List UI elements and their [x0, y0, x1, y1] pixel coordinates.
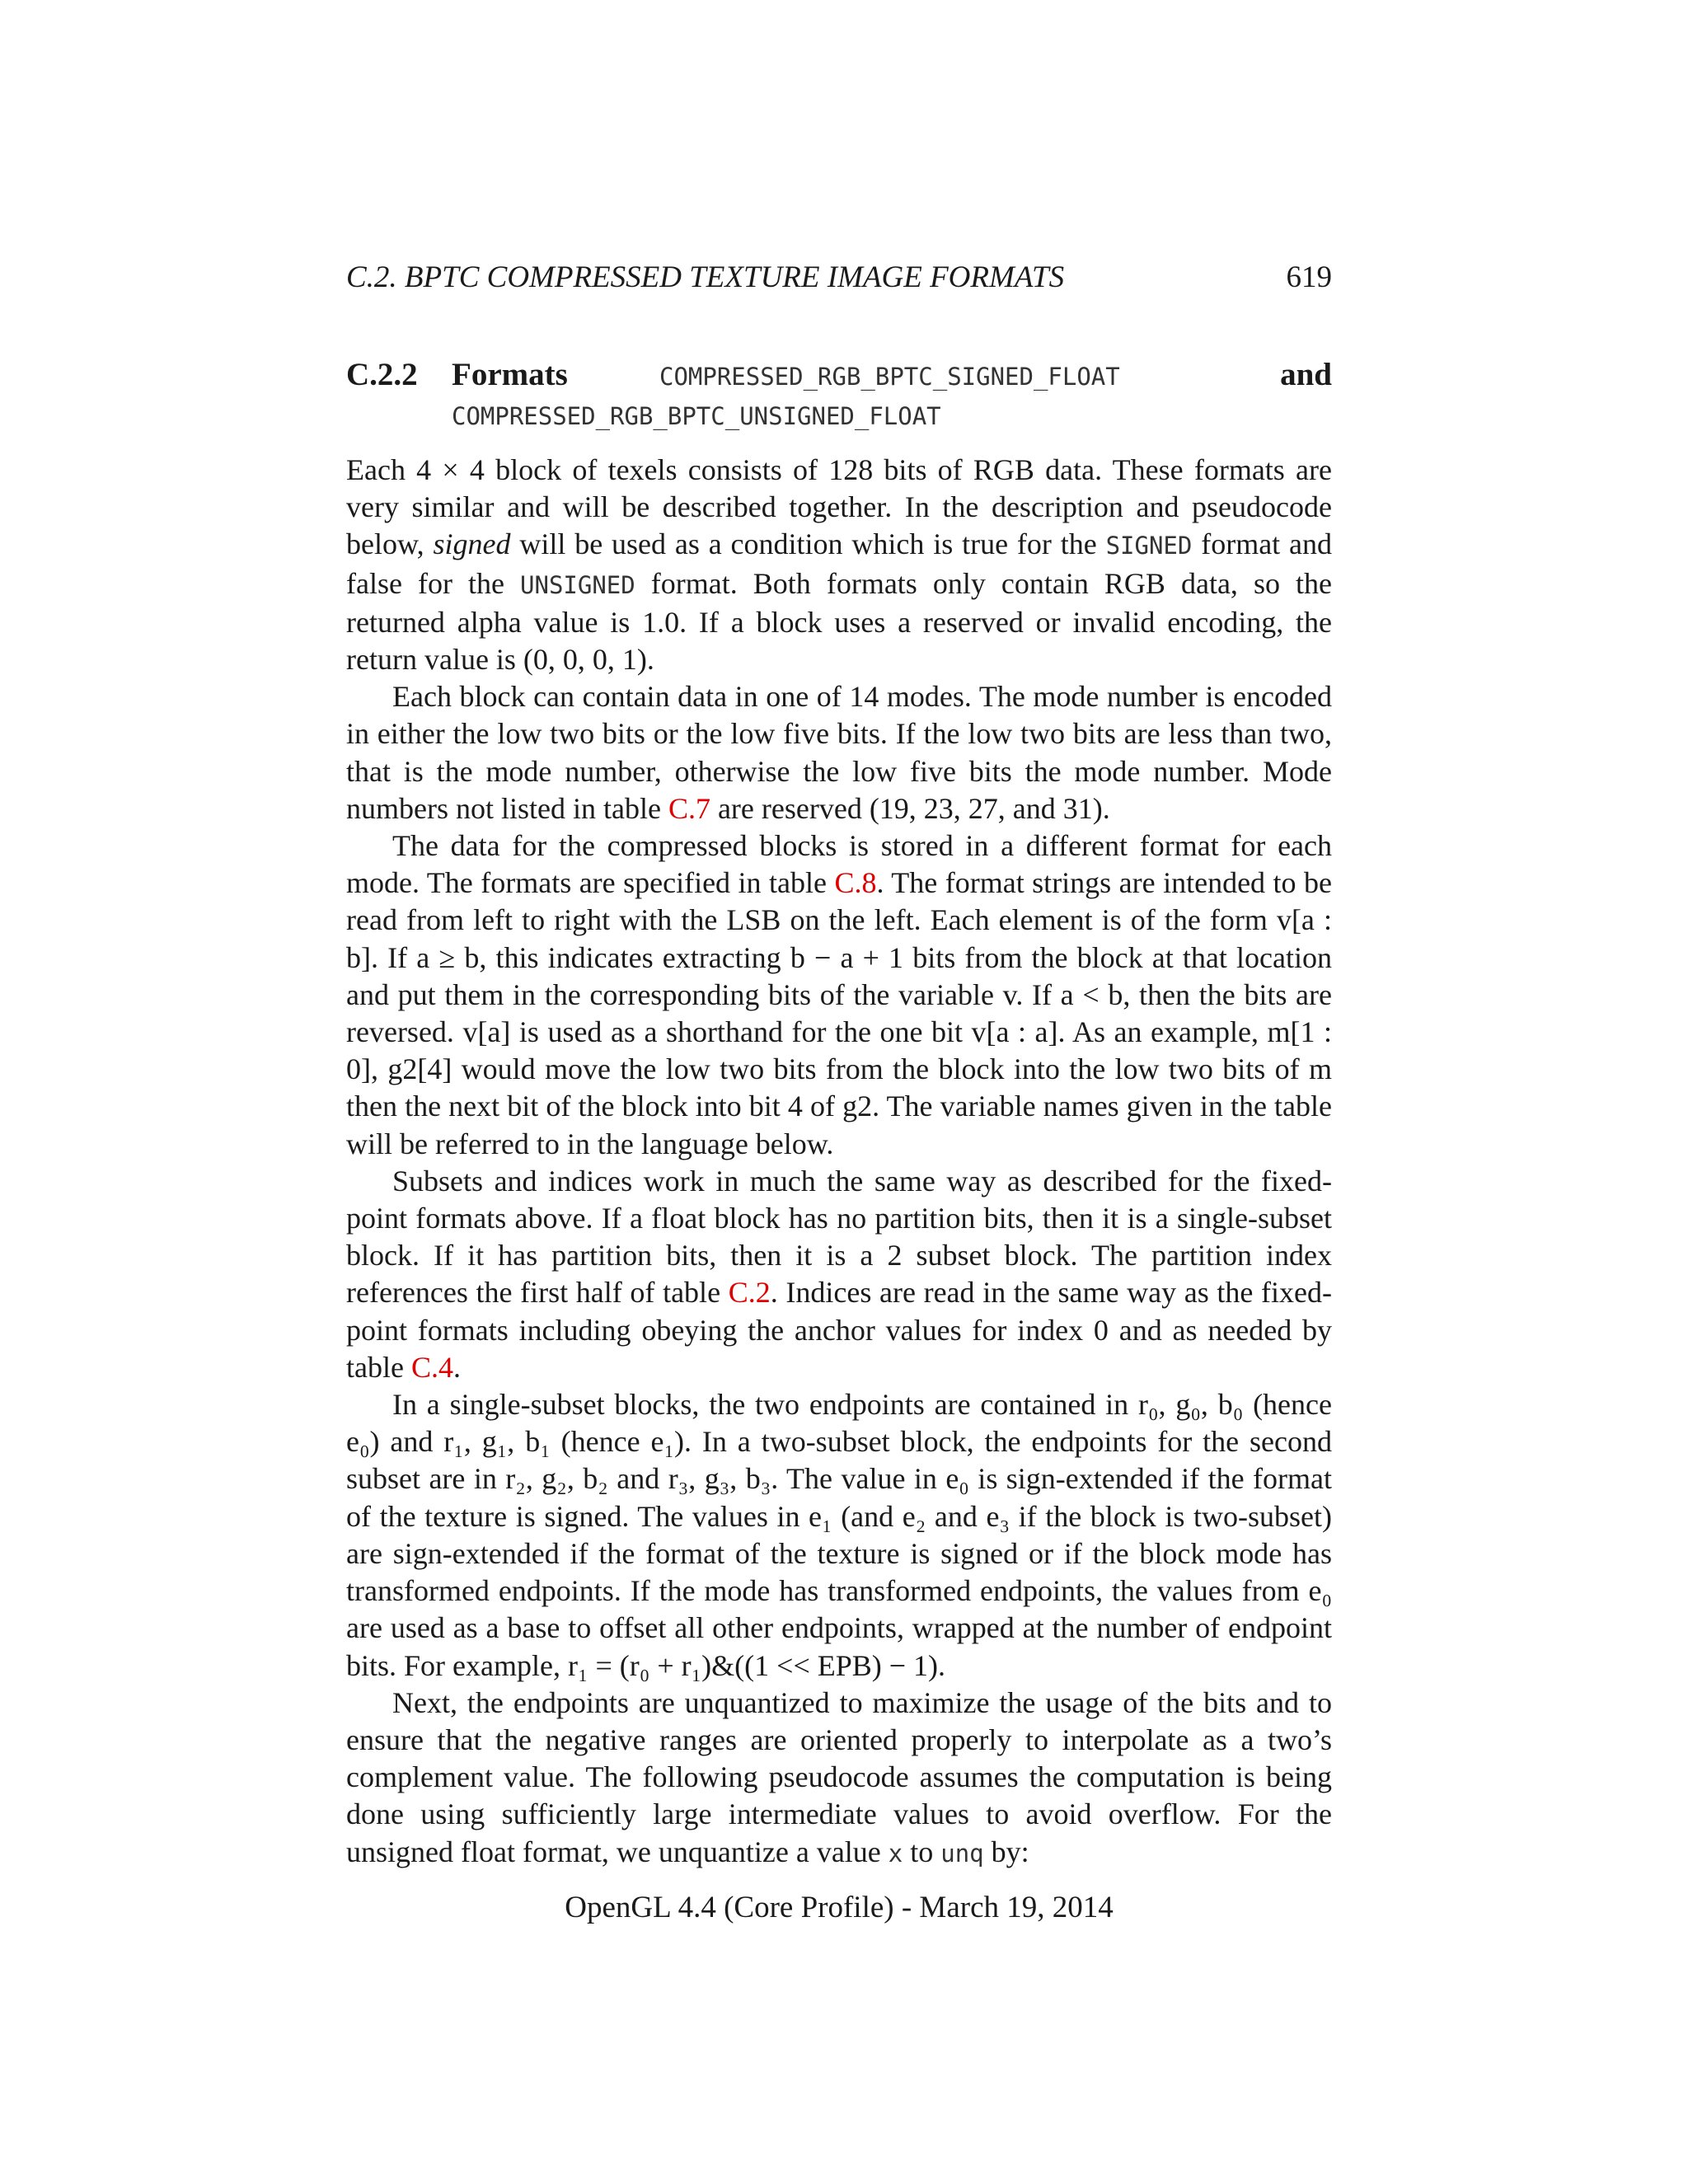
section-format-unsigned: COMPRESSED_RGB_BPTC_UNSIGNED_FLOAT [452, 402, 941, 430]
section-number: C.2.2 [346, 357, 418, 392]
p1-text-c: will be used as a condition which is true for the [510, 527, 1106, 561]
p4-text-b: . Indices are read in the same way as the fixed-point formats including obeying the anchor values for index 0 and as needed by table [346, 1276, 1332, 1384]
paragraph-2 [346, 678, 1332, 827]
paragraph-5: In a single-subset blocks, the two endpoints are contained in r₀, g₀, b₀ (hence e₀) and r₁, g₁, b₁ (hence e₁). In a two-subset block, the endpoints for the second subset are in r₂, g₂, b₂ and r₃, g₃, b₃. The value in e₀ is sign-extended if the format of the texture is signed. The values in e₁ (and e₂ and e₃ if the block is two-subset) are sign-extended if the format of the texture is signed or if the block mode has transformed endpoints. If the mode has transformed endpoints, the values from e₀ are used as a base to offset all other endpoints, wrapped at the number of endpoint bits. For example, r₁ = (r₀ + r₁)&((1 << EPB) − 1). [346, 1388, 1332, 1682]
section-title-word: Formats [452, 357, 568, 392]
paragraph-6 [346, 1685, 1332, 1872]
p6-text-c: by: [983, 1835, 1029, 1868]
p1-signed-emphasis: signed [433, 527, 511, 561]
paragraph-3 [346, 827, 1332, 1163]
section-format-signed: COMPRESSED_RGB_BPTC_SIGNED_FLOAT [659, 363, 1120, 391]
paragraph-4 [346, 1163, 1332, 1386]
p4-text-a: Subsets and indices work in much the same way as described for the fixed-point formats above. If a float block has no partition bits, then it is a single-subset block. If it has partition bits, then it is a 2 subset block. The partition index references the first half of table [346, 1164, 1332, 1310]
p6-text-a: Next, the endpoints are unquantized to maximize the usage of the bits and to ensure that the negative ranges are oriented properly to interpolate as a two’s complement value. The following pseudocode assumes the computation is being done using sufficiently large intermediate values to avoid overflow. For the unsigned float format, we unquantize a value [346, 1685, 1332, 1868]
p1-text-e: format and false for the [346, 527, 1333, 600]
p4-text-c: . [452, 1350, 461, 1384]
p6-var-unq: unq [940, 1839, 984, 1868]
p6-text-b: to [903, 1835, 941, 1868]
p3-text-a: The data for the compressed blocks is stored in a different format for each mode. The formats are specified in table [346, 829, 1332, 900]
p1-text-a: Each 4 × 4 block of texels consists of 128 bits of RGB data. These formats are very similar and will be described together. In the description and pseudocode below, [346, 453, 1332, 561]
p3-text-b: . The format strings are intended to be read from left to right with the LSB on the left. Each element is of the form v[a : b]. If a ≥ b, this indicates extracting b − a + 1 bits from the block at that location and put them in the corresponding bits of the variable v. If a < b, then the bits are reversed. v[a] is used as a shorthand for the one bit v[a : a]. As an example, m[1 : 0], g2[4] would move the low two bits from the block into the low two bits of m then the next bit of the block into bit 4 of g2. The variable names given in the table will be referred to in the language below. [346, 866, 1332, 1160]
p2-text-b: are reserved (19, 23, 27, and 31). [710, 791, 1110, 825]
body-text [346, 452, 1332, 1872]
page-number: 619 [1286, 260, 1332, 294]
section-connector: and [1280, 357, 1332, 392]
p1-signed-code: SIGNED [1105, 532, 1193, 560]
p6-var-x: x [888, 1839, 903, 1868]
table-ref-c8-link[interactable]: C.8 [834, 866, 877, 900]
table-ref-c2-link[interactable]: C.2 [728, 1276, 771, 1310]
running-header [346, 257, 1332, 298]
running-title: C.2. BPTC COMPRESSED TEXTURE IMAGE FORMATS [346, 260, 1065, 294]
p1-text-g: format. Both formats only contain RGB data, so the returned alpha value is 1.0. If a block uses a reserved or invalid encoding, the return value is (0, 0, 0, 1). [346, 566, 1332, 677]
table-ref-c4-link[interactable]: C.4 [410, 1350, 453, 1384]
p2-text-a: Each block can contain data in one of 14 modes. The mode number is encoded in either the low two bits or the low five bits. If the low two bits are less than two, that is the mode number, otherwise the low five bits the mode number. Mode numbers not listed in table [346, 680, 1332, 825]
page-footer: OpenGL 4.4 (Core Profile) - March 19, 2014 [565, 1891, 1114, 1924]
p1-unsigned-code: UNSIGNED [520, 570, 635, 599]
table-ref-c7-link[interactable]: C.7 [668, 791, 710, 825]
paragraph-1 [346, 452, 1332, 678]
